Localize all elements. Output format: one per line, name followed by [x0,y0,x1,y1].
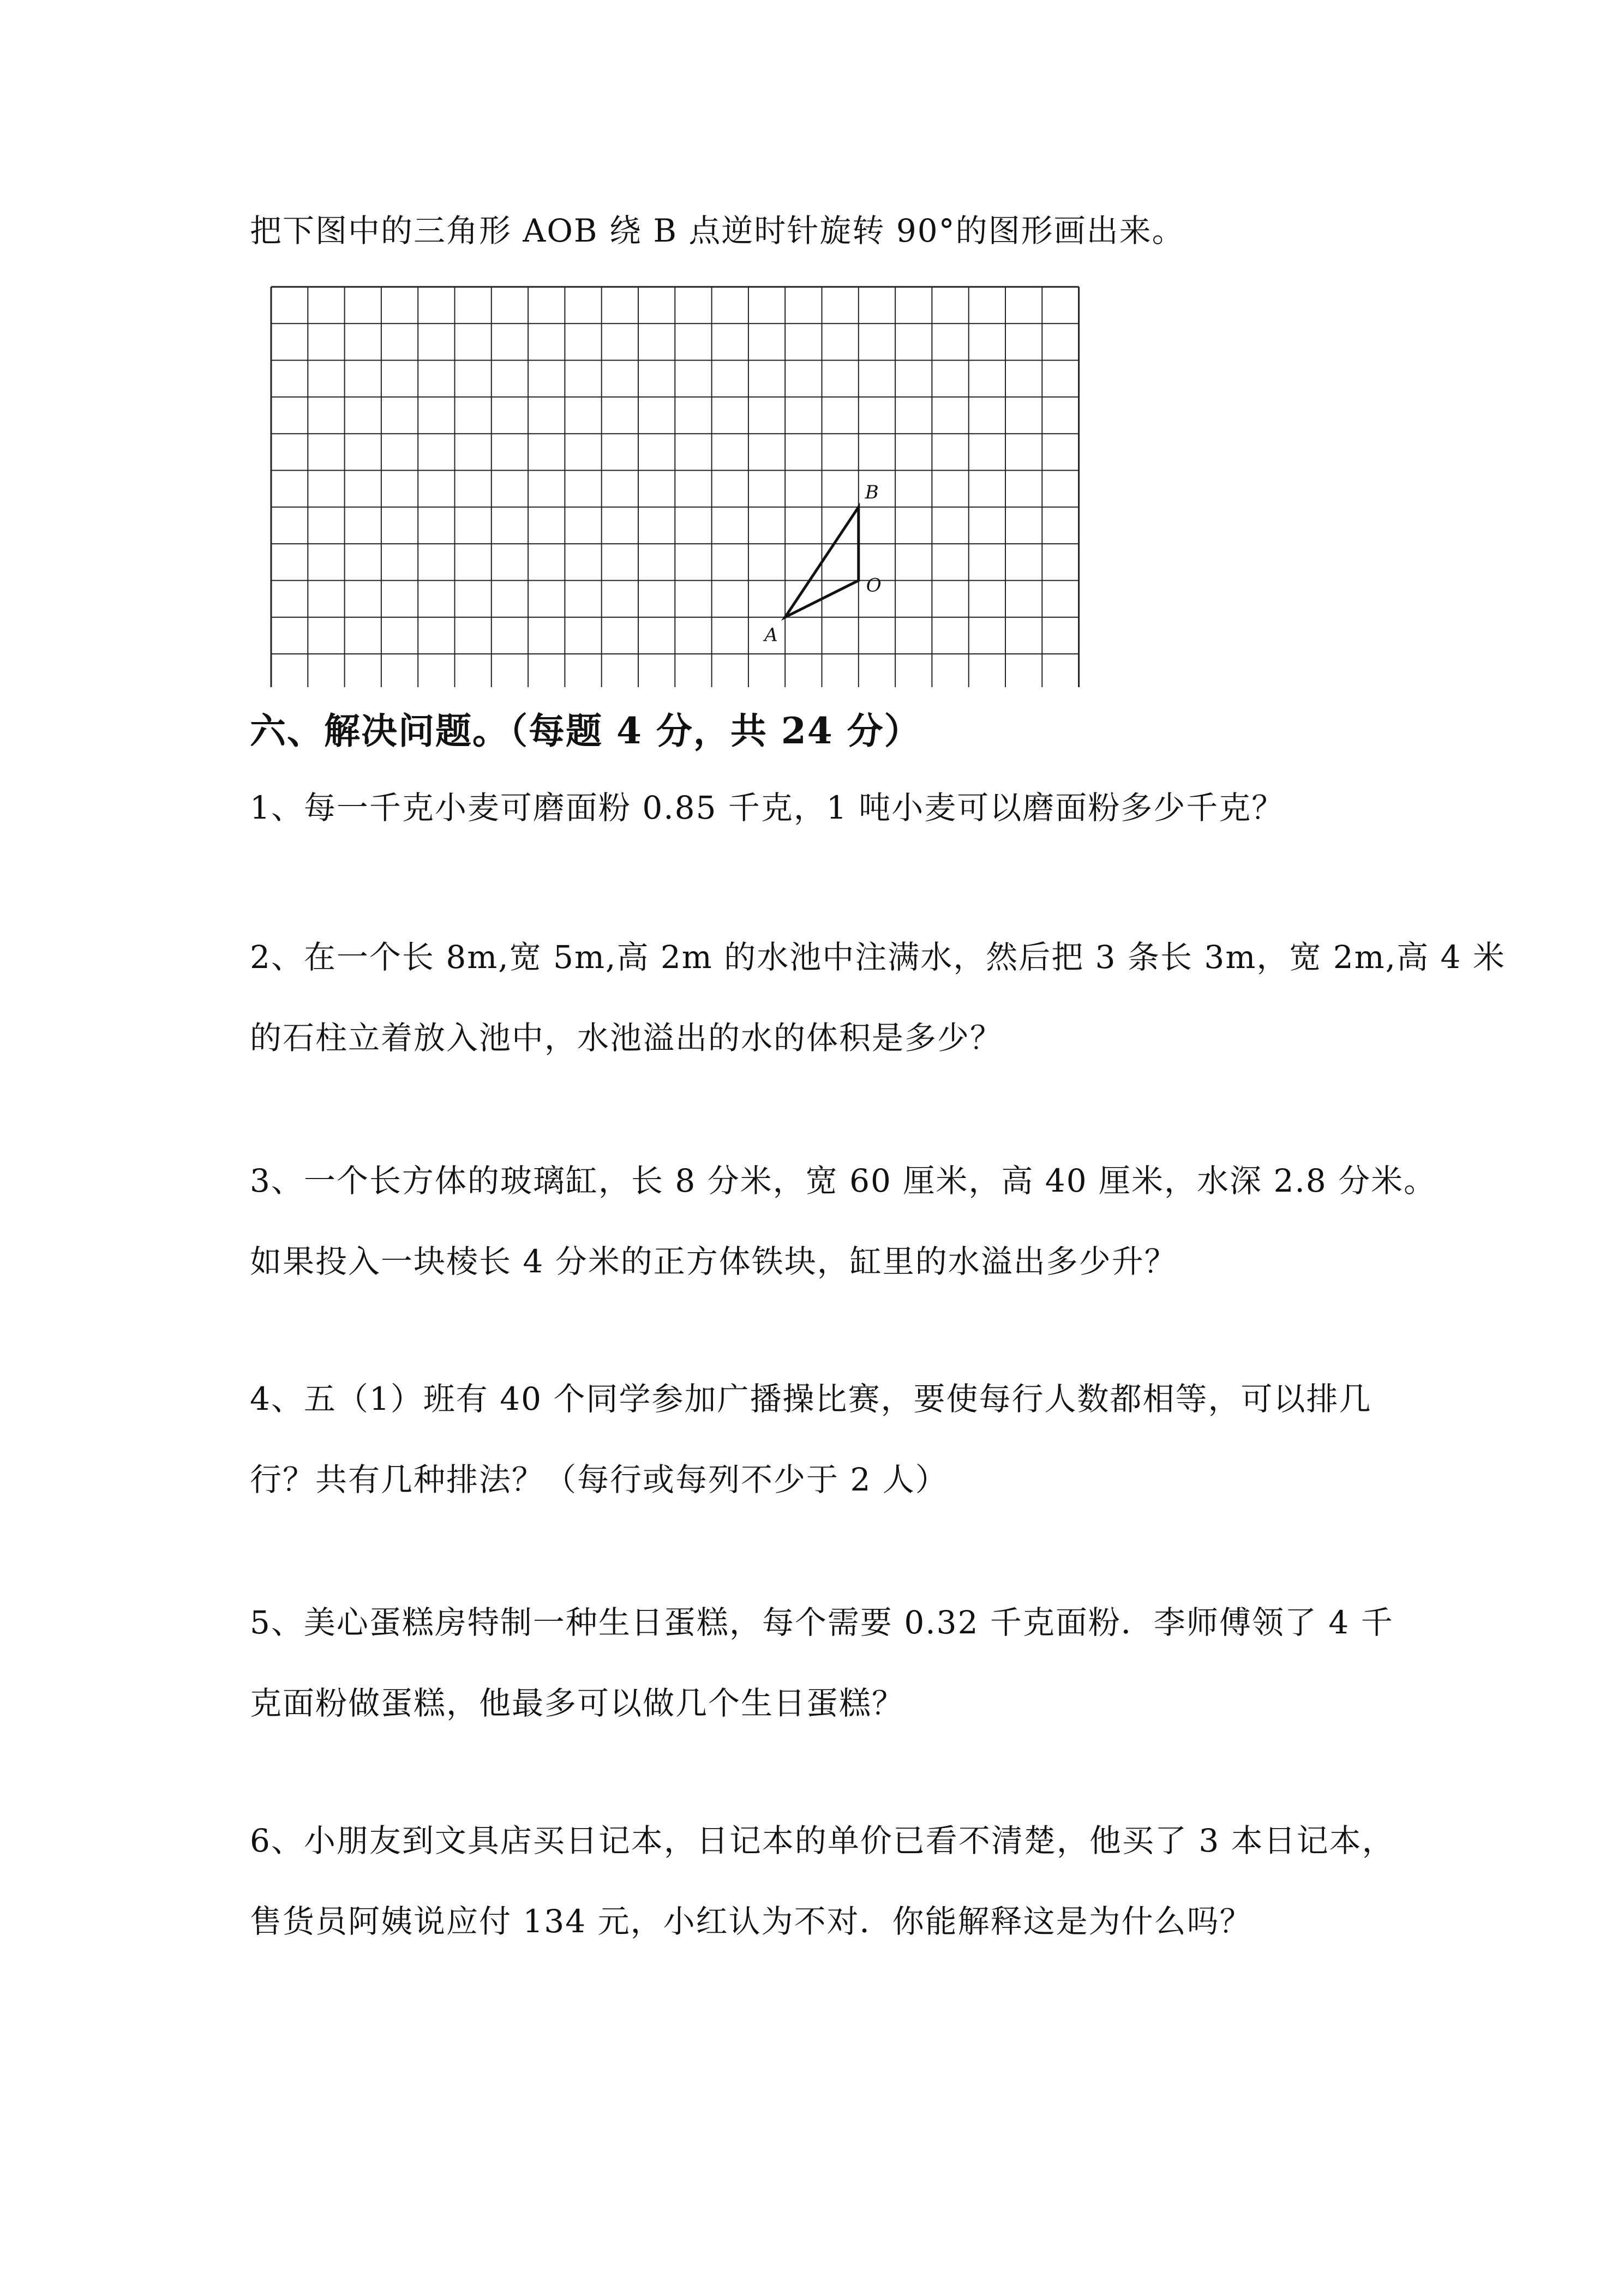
question-4-line-1: 4、五（1）班有 40 个同学参加广播操比赛，要使每行人数都相等，可以排几 [250,1380,1372,1417]
question-6-line-1: 6、小朋友到文具店买日记本，日记本的单价已看不清楚，他买了 3 本日记本， [250,1822,1395,1859]
grid-lines [271,287,1079,687]
question-3-line-1: 3、一个长方体的玻璃缸，长 8 分米，宽 60 厘米，高 40 厘米，水深 2.8 分米。 [250,1162,1437,1199]
section-title: 六、解决问题。（每题 4 分，共 24 分） [250,710,921,752]
question-5 [250,1603,1394,1722]
question-3 [250,1162,1436,1281]
question-5-line-2: 克面粉做蛋糕，他最多可以做几个生日蛋糕？ [250,1685,905,1722]
point-label-o: O [866,574,882,597]
point-label-b: B [865,481,879,503]
question-1 [250,789,1284,827]
instruction-text: 把下图中的三角形 AOB 绕 B 点逆时针旋转 90°的图形画出来。 [250,212,1185,249]
question-5-line-1: 5、美心蛋糕房特制一种生日蛋糕，每个需要 0.32 千克面粉．李师傅领了 4 千 [250,1604,1394,1641]
question-4-line-2: 行？共有几种排法？（每行或每列不少于 2 人） [250,1461,948,1498]
question-3-line-2: 如果投入一块棱长 4 分米的正方体铁块，缸里的水溢出多少升？ [250,1243,1177,1280]
question-1-line-1: 1、每一千克小麦可磨面粉 0.85 千克，1 吨小麦可以磨面粉多少千克？ [250,789,1285,826]
question-2 [250,938,1506,1057]
question-2-line-2: 的石柱立着放入池中，水池溢出的水的体积是多少？ [250,1019,1003,1056]
question-6 [250,1822,1395,1940]
question-6-line-2: 售货员阿姨说应付 134 元，小红认为不对．你能解释这是为什么吗？ [250,1903,1253,1940]
question-4 [250,1380,1371,1499]
question-2-line-1: 2、在一个长 8m,宽 5m,高 2m 的水池中注满水，然后把 3 条长 3m，宽 2m,高 4 米 [250,939,1506,976]
square-grid-figure [0,0,1624,687]
point-label-a: A [764,624,778,646]
